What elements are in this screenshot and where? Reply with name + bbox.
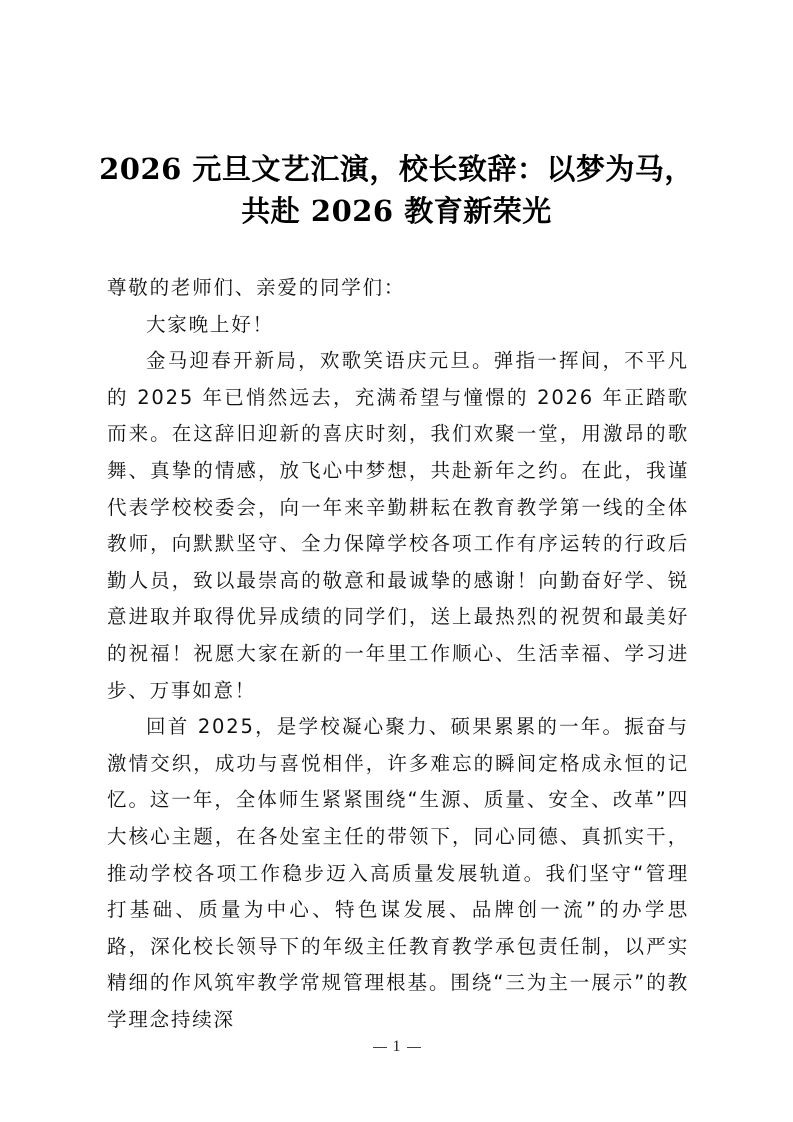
page-footer <box>0 1038 793 1056</box>
paragraph-review-2025: 回首 2025，是学校凝心聚力、硕果累累的一年。振奋与激情交织，成功与喜悦相伴，许多难忘的瞬间定格成永恒的记忆。这一年，全体师生紧紧围绕“生源、质量、安全、改革”四大核心主题，在各处室主任的带领下，同心同德、真抓实干，推动学校各项工作稳步迈入高质量发展轨道。我们坚守“管理打基础、质量为中心、特色谋发展、品牌创一流”的办学思路，深化校长领导下的年级主任教育教学承包责任制，以严实精细的作风筑牢教学常规管理根基。围绕“三为主一展示”的教学理念持续深 <box>107 715 689 1031</box>
page-number: 1 <box>392 1038 401 1055</box>
title-line-1: 2026 元旦文艺汇演，校长致辞：以梦为马， <box>99 152 694 186</box>
dash-left <box>373 1047 387 1048</box>
document-body <box>107 270 689 1038</box>
paragraph-new-year: 金马迎春开新局，欢歌笑语庆元旦。弹指一挥间，不平凡的 2025 年已悄然远去，充满希望与憧憬的 2026 年正踏歌而来。在这辞旧迎新的喜庆时刻，我们欢聚一堂，用激昂的歌舞、真挚的情感，放飞心中梦想，共赴新年之约。在此，我谨代表学校校委会，向一年来辛勤耕耘在教育教学第一线的全体教师，向默默坚守、全力保障学校各项工作有序运转的行政后勤人员，致以最崇高的敬意和最诚挚的感谢！向勤奋好学、锐意进取并取得优异成绩的同学们，送上最热烈的祝贺和最美好的祝福！祝愿大家在新的一年里工作顺心、生活幸福、学习进步、万事如意！ <box>107 349 689 702</box>
dash-right <box>407 1047 421 1048</box>
paragraph-greeting: 大家晚上好！ <box>146 312 274 336</box>
salutation: 尊敬的老师们、亲爱的同学们： <box>107 276 406 299</box>
document-title <box>60 148 733 232</box>
title-line-2: 共赴 2026 教育新荣光 <box>241 194 552 228</box>
